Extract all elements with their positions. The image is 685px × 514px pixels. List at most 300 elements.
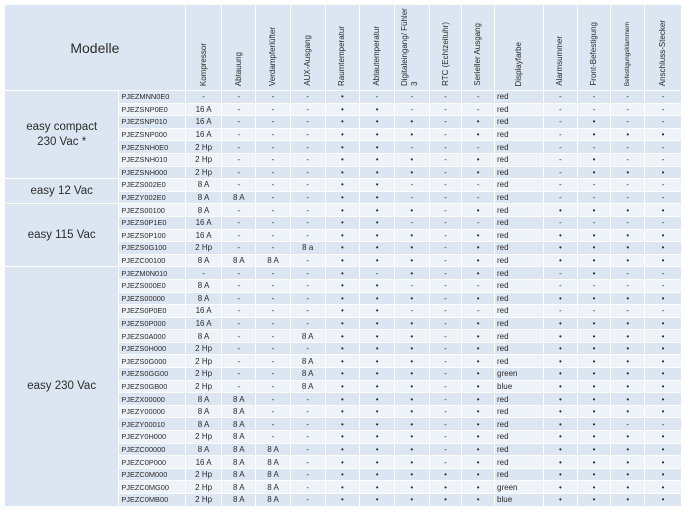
cell-serieller-ausgang: • — [462, 468, 495, 481]
cell-digitaleingang-f-hler-3: • — [394, 443, 429, 456]
cell-rtc-echtzeituhr: - — [429, 229, 462, 242]
group-label — [5, 91, 119, 179]
cell-anschluss-stecker: - — [645, 103, 682, 116]
cell-raumtemperatur: • — [325, 292, 360, 305]
cell-abtautemperatur: - — [360, 91, 395, 104]
cell-raumtemperatur: • — [325, 342, 360, 355]
column-header-displayfarbe — [495, 5, 544, 91]
cell-verdampferl-fter: 8 A — [256, 443, 291, 456]
cell-kompressor: 2 Hp — [185, 153, 222, 166]
cell-abtauung: - — [222, 305, 256, 318]
cell-anschluss-stecker: - — [645, 91, 682, 104]
cell-kompressor: 2 Hp — [185, 380, 222, 393]
cell-front-befestigung: • — [577, 431, 611, 444]
cell-anschluss-stecker: • — [645, 242, 682, 255]
cell-anschluss-stecker: - — [645, 179, 682, 192]
cell-displayfarbe: red — [495, 418, 544, 431]
cell-alarmsummer: • — [544, 254, 578, 267]
cell-rtc-echtzeituhr: - — [429, 355, 462, 368]
model-code: PJEZC00100 — [119, 254, 185, 267]
cell-abtautemperatur: • — [360, 317, 395, 330]
cell-verdampferl-fter: - — [256, 166, 291, 179]
cell-kompressor: 2 Hp — [185, 342, 222, 355]
cell-verdampferl-fter: - — [256, 128, 291, 141]
cell-rtc-echtzeituhr: - — [429, 418, 462, 431]
cell-aux-ausgang: - — [290, 468, 325, 481]
cell-aux-ausgang: - — [290, 166, 325, 179]
model-code: PJEZS0G100 — [119, 242, 185, 255]
cell-displayfarbe: green — [495, 481, 544, 494]
model-feature-table — [4, 4, 682, 507]
cell-anschluss-stecker: • — [645, 342, 682, 355]
cell-anschluss-stecker: • — [645, 380, 682, 393]
cell-aux-ausgang: - — [290, 103, 325, 116]
cell-serieller-ausgang: • — [462, 330, 495, 343]
group-label — [5, 204, 119, 267]
model-code: PJEZSNP010 — [119, 116, 185, 129]
cell-displayfarbe: red — [495, 292, 544, 305]
cell-aux-ausgang: - — [290, 405, 325, 418]
cell-rtc-echtzeituhr: - — [429, 267, 462, 280]
cell-abtauung: - — [222, 166, 256, 179]
cell-abtauung: - — [222, 242, 256, 255]
cell-alarmsummer: • — [544, 242, 578, 255]
cell-front-befestigung: • — [577, 166, 611, 179]
cell-front-befestigung: • — [577, 393, 611, 406]
column-header-label: Serieller Ausgang — [473, 23, 483, 86]
table-row — [5, 267, 682, 280]
cell-aux-ausgang: - — [290, 128, 325, 141]
cell-verdampferl-fter: - — [256, 292, 291, 305]
column-header-abtautemperatur — [360, 5, 395, 91]
cell-kompressor: - — [185, 91, 222, 104]
cell-kompressor: 2 Hp — [185, 468, 222, 481]
column-header-anschluss-stecker — [645, 5, 682, 91]
cell-displayfarbe: blue — [495, 380, 544, 393]
cell-aux-ausgang: - — [290, 153, 325, 166]
cell-front-befestigung: • — [577, 204, 611, 217]
cell-alarmsummer: • — [544, 330, 578, 343]
cell-alarmsummer: • — [544, 443, 578, 456]
cell-verdampferl-fter: - — [256, 116, 291, 129]
cell-verdampferl-fter: - — [256, 317, 291, 330]
model-code: PJEZSNP000 — [119, 128, 185, 141]
cell-abtauung: 8 A — [222, 494, 256, 507]
group-label — [5, 179, 119, 204]
model-code: PJEZY002E0 — [119, 191, 185, 204]
cell-alarmsummer: - — [544, 91, 578, 104]
model-code: PJEZS00000 — [119, 292, 185, 305]
cell-befestigungsklammern: - — [611, 418, 645, 431]
cell-abtautemperatur: • — [360, 468, 395, 481]
cell-verdampferl-fter: - — [256, 380, 291, 393]
cell-befestigungsklammern: - — [611, 216, 645, 229]
cell-digitaleingang-f-hler-3: • — [394, 242, 429, 255]
cell-abtauung: 8 A — [222, 254, 256, 267]
cell-digitaleingang-f-hler-3: • — [394, 342, 429, 355]
cell-anschluss-stecker: • — [645, 166, 682, 179]
column-header-label: Anschluss-Stecker — [658, 19, 668, 86]
column-header-abtauung — [222, 5, 256, 91]
cell-displayfarbe: red — [495, 267, 544, 280]
model-code: PJEZS0GB00 — [119, 380, 185, 393]
cell-digitaleingang-f-hler-3: • — [394, 405, 429, 418]
cell-front-befestigung: • — [577, 317, 611, 330]
cell-raumtemperatur: • — [325, 166, 360, 179]
cell-digitaleingang-f-hler-3: - — [394, 305, 429, 318]
column-header-front-befestigung — [577, 5, 611, 91]
cell-rtc-echtzeituhr: - — [429, 216, 462, 229]
cell-verdampferl-fter: 8 A — [256, 494, 291, 507]
cell-alarmsummer: • — [544, 468, 578, 481]
cell-front-befestigung: • — [577, 443, 611, 456]
cell-raumtemperatur: • — [325, 481, 360, 494]
cell-alarmsummer: • — [544, 405, 578, 418]
cell-digitaleingang-f-hler-3: • — [394, 393, 429, 406]
cell-anschluss-stecker: - — [645, 216, 682, 229]
cell-alarmsummer: • — [544, 317, 578, 330]
model-code: PJEZSNH010 — [119, 153, 185, 166]
cell-kompressor: 8 A — [185, 204, 222, 217]
cell-befestigungsklammern: • — [611, 355, 645, 368]
cell-kompressor: 16 A — [185, 229, 222, 242]
cell-verdampferl-fter: - — [256, 267, 291, 280]
cell-abtauung: 8 A — [222, 405, 256, 418]
cell-raumtemperatur: • — [325, 116, 360, 129]
cell-raumtemperatur: • — [325, 494, 360, 507]
cell-anschluss-stecker: • — [645, 254, 682, 267]
model-code: PJEZY0H000 — [119, 431, 185, 444]
cell-aux-ausgang: - — [290, 393, 325, 406]
cell-serieller-ausgang: • — [462, 342, 495, 355]
cell-rtc-echtzeituhr: - — [429, 116, 462, 129]
table-row — [5, 179, 682, 192]
cell-rtc-echtzeituhr: - — [429, 254, 462, 267]
cell-verdampferl-fter: - — [256, 242, 291, 255]
cell-anschluss-stecker: - — [645, 305, 682, 318]
group-label-line1: easy compact — [26, 120, 98, 133]
cell-verdampferl-fter: - — [256, 91, 291, 104]
cell-raumtemperatur: • — [325, 279, 360, 292]
cell-serieller-ausgang: • — [462, 355, 495, 368]
cell-raumtemperatur: • — [325, 431, 360, 444]
cell-serieller-ausgang: - — [462, 91, 495, 104]
cell-abtautemperatur: • — [360, 380, 395, 393]
cell-displayfarbe: red — [495, 342, 544, 355]
cell-abtautemperatur: • — [360, 279, 395, 292]
cell-abtautemperatur: • — [360, 355, 395, 368]
cell-digitaleingang-f-hler-3: • — [394, 368, 429, 381]
cell-digitaleingang-f-hler-3: - — [394, 216, 429, 229]
cell-befestigungsklammern: • — [611, 330, 645, 343]
cell-digitaleingang-f-hler-3: • — [394, 153, 429, 166]
cell-serieller-ausgang: • — [462, 254, 495, 267]
cell-digitaleingang-f-hler-3: • — [394, 317, 429, 330]
column-header-label: Abtautemperatur — [372, 26, 382, 86]
cell-displayfarbe: red — [495, 153, 544, 166]
cell-abtautemperatur: • — [360, 418, 395, 431]
cell-verdampferl-fter: - — [256, 141, 291, 154]
cell-aux-ausgang: - — [290, 191, 325, 204]
cell-befestigungsklammern: • — [611, 405, 645, 418]
cell-befestigungsklammern: • — [611, 204, 645, 217]
cell-befestigungsklammern: • — [611, 242, 645, 255]
cell-verdampferl-fter: 8 A — [256, 468, 291, 481]
cell-aux-ausgang: - — [290, 229, 325, 242]
cell-raumtemperatur: • — [325, 179, 360, 192]
cell-digitaleingang-f-hler-3: - — [394, 91, 429, 104]
cell-abtauung: 8 A — [222, 481, 256, 494]
group-label-line1: easy 115 Vac — [27, 228, 96, 241]
cell-digitaleingang-f-hler-3: - — [394, 191, 429, 204]
modelle-header: Modelle — [5, 5, 186, 91]
cell-serieller-ausgang: • — [462, 204, 495, 217]
model-code: PJEZY00000 — [119, 405, 185, 418]
cell-serieller-ausgang: - — [462, 305, 495, 318]
cell-kompressor: 2 Hp — [185, 166, 222, 179]
cell-anschluss-stecker: • — [645, 317, 682, 330]
cell-raumtemperatur: • — [325, 393, 360, 406]
cell-abtauung: - — [222, 216, 256, 229]
cell-alarmsummer: • — [544, 229, 578, 242]
cell-serieller-ausgang: • — [462, 431, 495, 444]
column-header-verdampferluefter — [256, 5, 291, 91]
cell-kompressor: 16 A — [185, 103, 222, 116]
cell-anschluss-stecker: • — [645, 229, 682, 242]
cell-digitaleingang-f-hler-3: • — [394, 380, 429, 393]
cell-displayfarbe: red — [495, 431, 544, 444]
cell-abtautemperatur: • — [360, 229, 395, 242]
cell-kompressor: 16 A — [185, 116, 222, 129]
model-code: PJEZMNN0E0 — [119, 91, 185, 104]
cell-rtc-echtzeituhr: - — [429, 431, 462, 444]
cell-front-befestigung: • — [577, 456, 611, 469]
cell-displayfarbe: red — [495, 254, 544, 267]
model-code: PJEZS0P100 — [119, 229, 185, 242]
column-header-aux-ausgang — [290, 5, 325, 91]
cell-alarmsummer: • — [544, 418, 578, 431]
model-code: PJEZS002E0 — [119, 179, 185, 192]
cell-befestigungsklammern: - — [611, 305, 645, 318]
cell-kompressor: 16 A — [185, 456, 222, 469]
cell-befestigungsklammern: - — [611, 191, 645, 204]
cell-abtauung: - — [222, 229, 256, 242]
cell-aux-ausgang: 8 a — [290, 242, 325, 255]
cell-serieller-ausgang: • — [462, 494, 495, 507]
cell-verdampferl-fter: - — [256, 279, 291, 292]
cell-kompressor: 8 A — [185, 393, 222, 406]
cell-verdampferl-fter: - — [256, 330, 291, 343]
cell-digitaleingang-f-hler-3: - — [394, 279, 429, 292]
column-header-label: Front-Befestigung — [589, 22, 599, 86]
cell-verdampferl-fter: - — [256, 342, 291, 355]
cell-digitaleingang-f-hler-3: - — [394, 141, 429, 154]
cell-befestigungsklammern: - — [611, 267, 645, 280]
cell-serieller-ausgang: • — [462, 380, 495, 393]
cell-aux-ausgang: 8 A — [290, 355, 325, 368]
model-code: PJEZS0P1E0 — [119, 216, 185, 229]
cell-front-befestigung: • — [577, 153, 611, 166]
cell-front-befestigung: • — [577, 355, 611, 368]
cell-rtc-echtzeituhr: • — [429, 481, 462, 494]
cell-serieller-ausgang: - — [462, 279, 495, 292]
cell-rtc-echtzeituhr: - — [429, 456, 462, 469]
cell-kompressor: 16 A — [185, 305, 222, 318]
cell-abtauung: - — [222, 368, 256, 381]
cell-abtautemperatur: • — [360, 330, 395, 343]
cell-anschluss-stecker: • — [645, 431, 682, 444]
cell-verdampferl-fter: - — [256, 305, 291, 318]
column-header-label: Raumtemperatur — [337, 25, 347, 86]
cell-digitaleingang-f-hler-3: • — [394, 418, 429, 431]
cell-abtautemperatur: • — [360, 254, 395, 267]
column-header-digitaleingang — [394, 5, 429, 91]
cell-digitaleingang-f-hler-3: • — [394, 204, 429, 217]
cell-anschluss-stecker: • — [645, 204, 682, 217]
cell-front-befestigung: - — [577, 141, 611, 154]
cell-kompressor: 2 Hp — [185, 431, 222, 444]
cell-kompressor: 8 A — [185, 179, 222, 192]
cell-alarmsummer: - — [544, 305, 578, 318]
cell-raumtemperatur: • — [325, 204, 360, 217]
model-code: PJEZS00100 — [119, 204, 185, 217]
group-label — [5, 267, 119, 506]
cell-front-befestigung: • — [577, 128, 611, 141]
cell-abtautemperatur: • — [360, 405, 395, 418]
group-label-line1: easy 230 Vac — [27, 379, 97, 392]
cell-alarmsummer: - — [544, 128, 578, 141]
cell-kompressor: 8 A — [185, 292, 222, 305]
cell-abtauung: 8 A — [222, 431, 256, 444]
cell-kompressor: 8 A — [185, 330, 222, 343]
cell-rtc-echtzeituhr: - — [429, 443, 462, 456]
column-header-raumtemperatur — [325, 5, 360, 91]
cell-front-befestigung: - — [577, 305, 611, 318]
column-header-label: Befestigungsklammern — [623, 21, 631, 86]
cell-befestigungsklammern: - — [611, 279, 645, 292]
cell-front-befestigung: - — [577, 216, 611, 229]
cell-displayfarbe: red — [495, 305, 544, 318]
cell-front-befestigung: • — [577, 494, 611, 507]
cell-abtautemperatur: - — [360, 267, 395, 280]
cell-raumtemperatur: • — [325, 242, 360, 255]
cell-abtautemperatur: • — [360, 153, 395, 166]
cell-kompressor: 2 Hp — [185, 242, 222, 255]
model-code: PJEZS0P0E0 — [119, 305, 185, 318]
cell-digitaleingang-f-hler-3: • — [394, 355, 429, 368]
cell-abtautemperatur: • — [360, 242, 395, 255]
cell-raumtemperatur: • — [325, 216, 360, 229]
cell-front-befestigung: • — [577, 292, 611, 305]
cell-aux-ausgang: - — [290, 91, 325, 104]
cell-alarmsummer: • — [544, 355, 578, 368]
cell-kompressor: 8 A — [185, 254, 222, 267]
cell-digitaleingang-f-hler-3: • — [394, 468, 429, 481]
cell-abtauung: - — [222, 204, 256, 217]
cell-aux-ausgang: - — [290, 292, 325, 305]
cell-serieller-ausgang: • — [462, 116, 495, 129]
column-header-label: Alarmsummer — [555, 36, 565, 86]
cell-befestigungsklammern: - — [611, 179, 645, 192]
table-body — [5, 91, 682, 507]
column-header-rtc — [429, 5, 462, 91]
cell-aux-ausgang: - — [290, 456, 325, 469]
cell-rtc-echtzeituhr: - — [429, 279, 462, 292]
cell-displayfarbe: red — [495, 242, 544, 255]
cell-alarmsummer: • — [544, 393, 578, 406]
cell-verdampferl-fter: - — [256, 405, 291, 418]
column-header-label: Kompressor — [198, 42, 208, 86]
cell-aux-ausgang: - — [290, 267, 325, 280]
cell-digitaleingang-f-hler-3: • — [394, 166, 429, 179]
cell-abtauung: 8 A — [222, 418, 256, 431]
cell-anschluss-stecker: - — [645, 279, 682, 292]
cell-raumtemperatur: • — [325, 418, 360, 431]
column-header-label: AUX-Ausgang — [302, 35, 312, 86]
cell-verdampferl-fter: - — [256, 153, 291, 166]
cell-digitaleingang-f-hler-3: • — [394, 267, 429, 280]
cell-abtauung: - — [222, 292, 256, 305]
cell-rtc-echtzeituhr: - — [429, 342, 462, 355]
cell-kompressor: 2 Hp — [185, 355, 222, 368]
cell-rtc-echtzeituhr: - — [429, 91, 462, 104]
cell-rtc-echtzeituhr: - — [429, 191, 462, 204]
cell-aux-ausgang: - — [290, 317, 325, 330]
cell-displayfarbe: red — [495, 216, 544, 229]
cell-alarmsummer: • — [544, 456, 578, 469]
cell-anschluss-stecker: • — [645, 494, 682, 507]
cell-verdampferl-fter: - — [256, 229, 291, 242]
cell-abtautemperatur: • — [360, 456, 395, 469]
model-code: PJEZC0MG00 — [119, 481, 185, 494]
cell-serieller-ausgang: • — [462, 317, 495, 330]
cell-displayfarbe: red — [495, 229, 544, 242]
cell-raumtemperatur: • — [325, 229, 360, 242]
cell-verdampferl-fter: - — [256, 355, 291, 368]
model-code: PJEZS0H000 — [119, 342, 185, 355]
cell-anschluss-stecker: • — [645, 128, 682, 141]
cell-front-befestigung: • — [577, 330, 611, 343]
cell-displayfarbe: red — [495, 116, 544, 129]
cell-aux-ausgang: - — [290, 216, 325, 229]
cell-anschluss-stecker: • — [645, 481, 682, 494]
column-header-befestigungsklammern — [611, 5, 645, 91]
cell-befestigungsklammern: • — [611, 166, 645, 179]
cell-abtauung: - — [222, 342, 256, 355]
column-header-label: RTC (Echtzeituhr) — [440, 22, 450, 86]
cell-verdampferl-fter: - — [256, 191, 291, 204]
cell-raumtemperatur: • — [325, 380, 360, 393]
cell-abtauung: - — [222, 116, 256, 129]
cell-digitaleingang-f-hler-3: • — [394, 229, 429, 242]
cell-abtauung: - — [222, 179, 256, 192]
model-code: PJEZS0G000 — [119, 355, 185, 368]
cell-alarmsummer: - — [544, 279, 578, 292]
cell-abtautemperatur: • — [360, 431, 395, 444]
cell-anschluss-stecker: - — [645, 267, 682, 280]
cell-raumtemperatur: • — [325, 91, 360, 104]
cell-serieller-ausgang: • — [462, 267, 495, 280]
cell-verdampferl-fter: - — [256, 393, 291, 406]
cell-front-befestigung: - — [577, 279, 611, 292]
cell-abtauung: - — [222, 103, 256, 116]
cell-serieller-ausgang: - — [462, 179, 495, 192]
cell-verdampferl-fter: - — [256, 431, 291, 444]
table-row — [5, 91, 682, 104]
cell-alarmsummer: - — [544, 166, 578, 179]
cell-aux-ausgang: - — [290, 179, 325, 192]
cell-serieller-ausgang: • — [462, 229, 495, 242]
